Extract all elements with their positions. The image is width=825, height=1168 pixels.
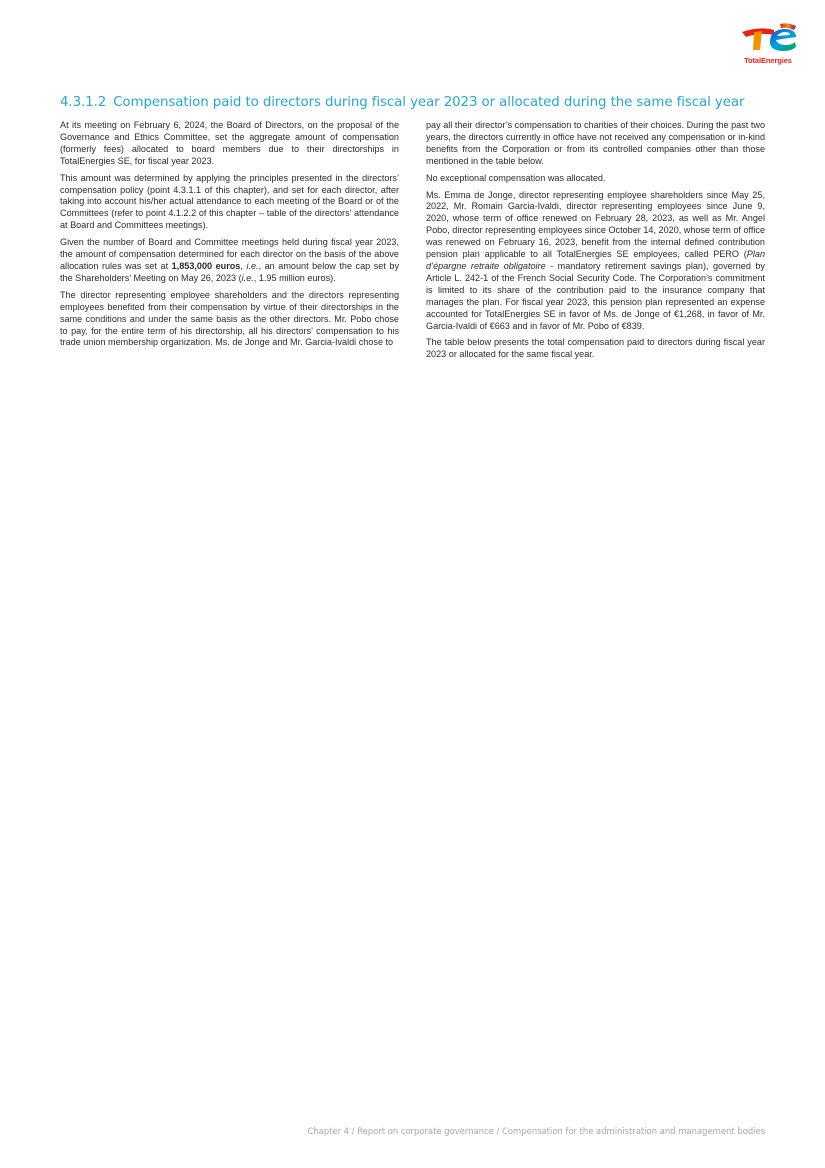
paragraph: At its meeting on February 6, 2024, the Board of Directors, on the proposal of the Governance and Ethics Committee, set the aggregate amount of compensation (formerly fees) allocated to board members due to their directorships in TotalEnergies SE, for fiscal year 2023. <box>60 120 399 166</box>
italic-run: i.e. <box>246 260 259 271</box>
right-column <box>426 120 765 366</box>
paragraph: pay all their director’s compensation to charities of their choices. During the past two years, the directors currently in office have not received any compensation or in-kind benefits from the Corporation or from its controlled companies other than those mentioned in the table below. <box>426 120 765 166</box>
section-title: Compensation paid to directors during fiscal year 2023 or allocated during the same fiscal year <box>113 95 745 110</box>
text-run: Given the number of Board and Committee meetings held during fiscal year 2023, the amount of compensation determined for each director on the basis of the above allocation rules was set at <box>60 237 399 271</box>
text-run: - mandatory retirement savings plan), governed by Article L. 242-1 of the French Social Security Code. The Corporation’s commitment is limited to its share of the contribution paid to the insurance company that manages the plan. For fiscal year 2023, this pension plan represented an expense accounted for TotalEnergies SE in favor of Ms. de Jonge of €1,268, in favor of Mr. Garcia-Ivaldi of €663 and in favor of Mr. Pobo of €839. <box>426 260 765 331</box>
page-footer: Chapter 4 / Report on corporate governance / Compensation for the administration and management bodies <box>307 1127 765 1137</box>
text-run: Ms. Emma de Jonge, director representing employee shareholders since May 25, 2022, Mr. Romain Garcia-Ivaldi, director representing employees since June 9, 2020, whose term of office renewed on February 28, 2023, as well as Mr. Angel Pobo, director representing employees since October 14, 2020, whose term of office was renewed on February 16, 2023, benefit from the internal defined contribution pension plan applicable to all TotalEnergies SE employees, called PERO ( <box>426 189 766 260</box>
italic-run: Plan d’épargne retraite obligatoire <box>426 249 765 271</box>
section-heading <box>60 95 770 110</box>
text-run: , <box>240 260 247 271</box>
text-run: , an amount below the cap set by the Shareholders’ Meeting on May 26, 2023 ( <box>60 260 399 283</box>
italic-run: i.e. <box>241 272 254 283</box>
totalenergies-logo-mark-icon <box>740 22 798 54</box>
bold-amount: 1,853,000 euros <box>171 260 241 271</box>
paragraph <box>426 190 765 333</box>
section-number: 4.3.1.2 <box>60 95 107 110</box>
paragraph: No exceptional compensation was allocated. <box>426 172 606 183</box>
logo-wordmark: TotalEnergies <box>744 56 792 65</box>
paragraph: The table below presents the total compensation paid to directors during fiscal year 2023 or allocated for the same fiscal year. <box>426 337 765 360</box>
left-column <box>60 120 399 354</box>
text-run: , 1.95 million euros). <box>253 272 336 283</box>
totalenergies-logo <box>736 22 800 68</box>
paragraph: This amount was determined by applying the principles presented in the directors’ compensation policy (point 4.3.1.1 of this chapter), and set for each director, after taking into account his/her actual attendance to each meeting of the Board or of the Committees (refer to point 4.1.2.2 of this chapter – table of the directors’ attendance at Board and Committees meetings). <box>60 172 399 231</box>
paragraph <box>60 237 399 285</box>
paragraph: The director representing employee shareholders and the directors representing employees benefited from their compensation by virtue of their directorships in the same conditions and under the same basis as the other directors. Mr. Pobo chose to pay, for the entire term of his directorship, all his directors’ compensation to his trade union membership organization. Ms. de Jonge and Mr. Garcia-Ivaldi chose to <box>60 289 399 348</box>
